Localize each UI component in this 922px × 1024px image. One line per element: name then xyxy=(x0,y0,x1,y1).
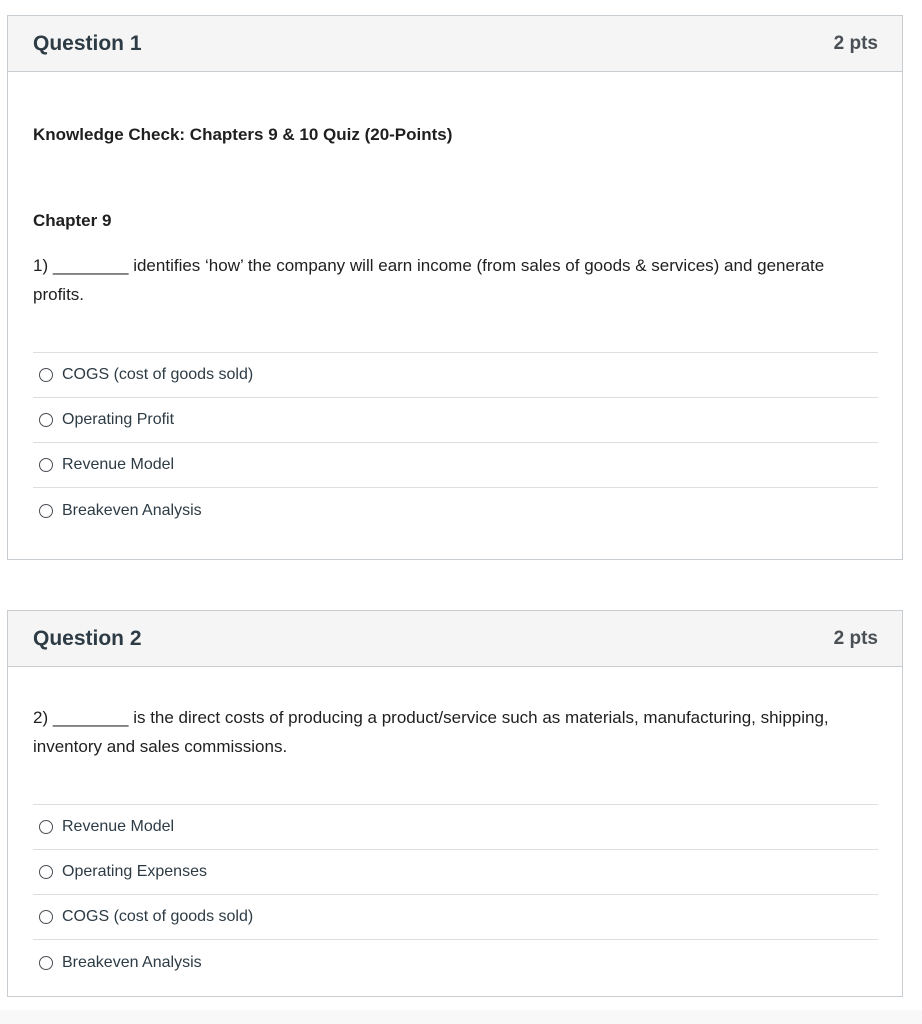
answer-option[interactable] xyxy=(33,488,878,533)
quiz-heading: Knowledge Check: Chapters 9 & 10 Quiz (20-Points) xyxy=(33,125,453,144)
answer-label: Breakeven Analysis xyxy=(62,501,202,519)
answer-option[interactable] xyxy=(33,353,878,398)
answer-label: Breakeven Analysis xyxy=(62,953,202,971)
answer-label: Revenue Model xyxy=(62,456,175,473)
answer-list xyxy=(33,804,878,985)
answer-label: Operating Expenses xyxy=(62,863,207,880)
question-body xyxy=(8,125,902,533)
radio-button[interactable] xyxy=(39,368,53,382)
chapter-heading: Chapter 9 xyxy=(33,211,112,230)
answer-label: Revenue Model xyxy=(62,818,175,835)
radio-button[interactable] xyxy=(39,956,53,970)
question-points: 2 pts xyxy=(833,32,878,54)
answer-option[interactable] xyxy=(33,443,878,488)
answer-option[interactable] xyxy=(33,398,878,443)
question-header xyxy=(8,611,902,667)
answer-label: COGS (cost of goods sold) xyxy=(62,908,254,925)
question-title: Question 1 xyxy=(33,31,142,55)
question-body xyxy=(8,703,902,985)
answer-option[interactable] xyxy=(33,850,878,895)
radio-button[interactable] xyxy=(39,504,53,518)
radio-button[interactable] xyxy=(39,865,53,879)
question-prompt: 2) ________ is the direct costs of producing a product/service such as materials, manufacturing, shipping, inventory and sales commissions. xyxy=(33,708,829,756)
answer-option[interactable] xyxy=(33,895,878,940)
answer-option[interactable] xyxy=(33,805,878,850)
answer-list xyxy=(33,352,878,533)
radio-button[interactable] xyxy=(39,910,53,924)
question-card-2 xyxy=(7,610,903,997)
answer-label: COGS (cost of goods sold) xyxy=(62,366,254,383)
page-bottom-strip xyxy=(0,1010,922,1024)
question-title: Question 2 xyxy=(33,626,142,650)
answer-option[interactable] xyxy=(33,940,878,985)
radio-button[interactable] xyxy=(39,820,53,834)
question-points: 2 pts xyxy=(833,627,878,649)
question-prompt: 1) ________ identifies ‘how’ the company will earn income (from sales of goods & services) and generate profits. xyxy=(33,256,825,304)
answer-label: Operating Profit xyxy=(62,411,175,428)
question-card-1 xyxy=(7,15,903,560)
question-header xyxy=(8,16,902,72)
radio-button[interactable] xyxy=(39,413,53,427)
radio-button[interactable] xyxy=(39,458,53,472)
